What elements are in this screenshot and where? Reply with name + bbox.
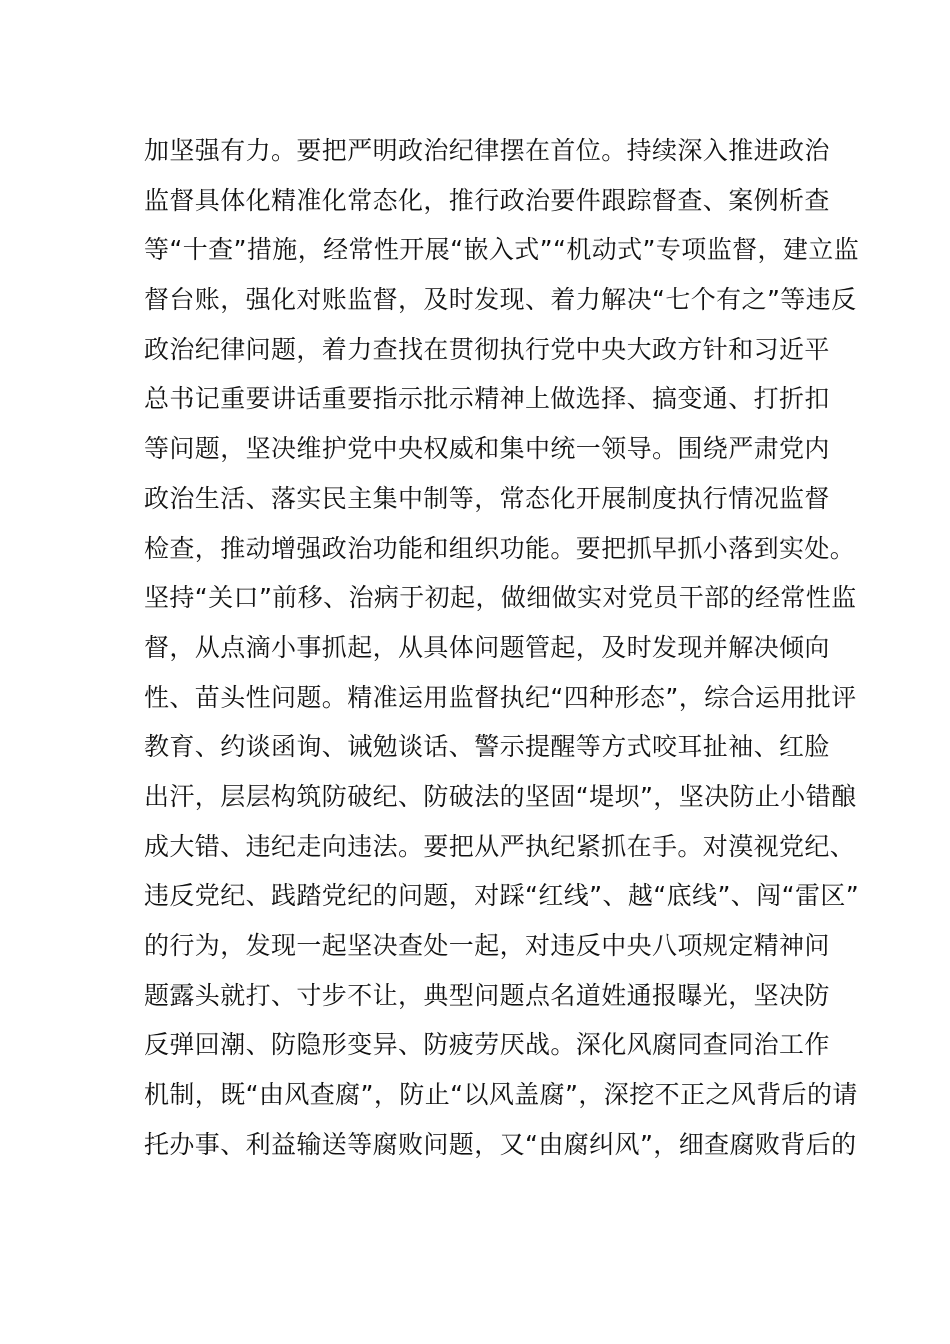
text-line: 坚持“关口”前移、治病于初起，做细做实对党员干部的经常性监 [144, 583, 857, 613]
text-line: 题露头就打、寸步不让，典型问题点名道姓通报曝光，坚决防 [144, 980, 830, 1010]
text-line: 等“十查”措施，经常性开展“嵌入式”“机动式”专项监督，建立监 [144, 235, 860, 265]
text-line: 总书记重要讲话重要指示批示精神上做选择、搞变通、打折扣 [144, 384, 830, 414]
text-line: 政治纪律问题，着力查找在贯彻执行党中央大政方针和习近平 [144, 334, 830, 364]
text-line: 政治生活、落实民主集中制等，常态化开展制度执行情况监督 [144, 483, 830, 513]
text-line: 等问题，坚决维护党中央权威和集中统一领导。围绕严肃党内 [144, 434, 830, 464]
text-line: 加坚强有力。要把严明政治纪律摆在首位。持续深入推进政治 [144, 136, 830, 165]
text-line: 监督具体化精准化常态化，推行政治要件跟踪督查、案例析查 [144, 185, 830, 215]
text-line: 督台账，强化对账监督，及时发现、着力解决“七个有之”等违反 [144, 285, 857, 315]
text-line: 成大错、违纪走向违法。要把从严执纪紧抓在手。对漠视党纪、 [144, 831, 856, 861]
text-line: 反弹回潮、防隐形变异、防疲劳厌战。深化风腐同查同治工作 [144, 1030, 830, 1060]
text-line: 机制，既“由风查腐”，防止“以风盖腐”，深挖不正之风背后的请 [144, 1080, 858, 1110]
body-text [144, 126, 860, 1169]
text-line: 性、苗头性问题。精准运用监督执纪“四种形态”，综合运用批评 [144, 682, 857, 712]
text-line: 托办事、利益输送等腐败问题，又“由腐纠风”，细查腐败背后的 [144, 1129, 857, 1159]
text-line: 督，从点滴小事抓起，从具体问题管起，及时发现并解决倾向 [144, 632, 830, 662]
text-line: 检查，推动增强政治功能和组织功能。要把抓早抓小落到实处。 [144, 533, 856, 563]
text-line: 出汗，层层构筑防破纪、防破法的坚固“堤坝”，坚决防止小错酿 [144, 781, 857, 811]
text-line: 教育、约谈函询、诫勉谈话、警示提醒等方式咬耳扯袖、红脸 [144, 732, 830, 762]
text-line: 违反党纪、践踏党纪的问题，对踩“红线”、越“底线”、闯“雷区” [144, 881, 860, 911]
text-line: 的行为，发现一起坚决查处一起，对违反中央八项规定精神问 [144, 931, 830, 960]
